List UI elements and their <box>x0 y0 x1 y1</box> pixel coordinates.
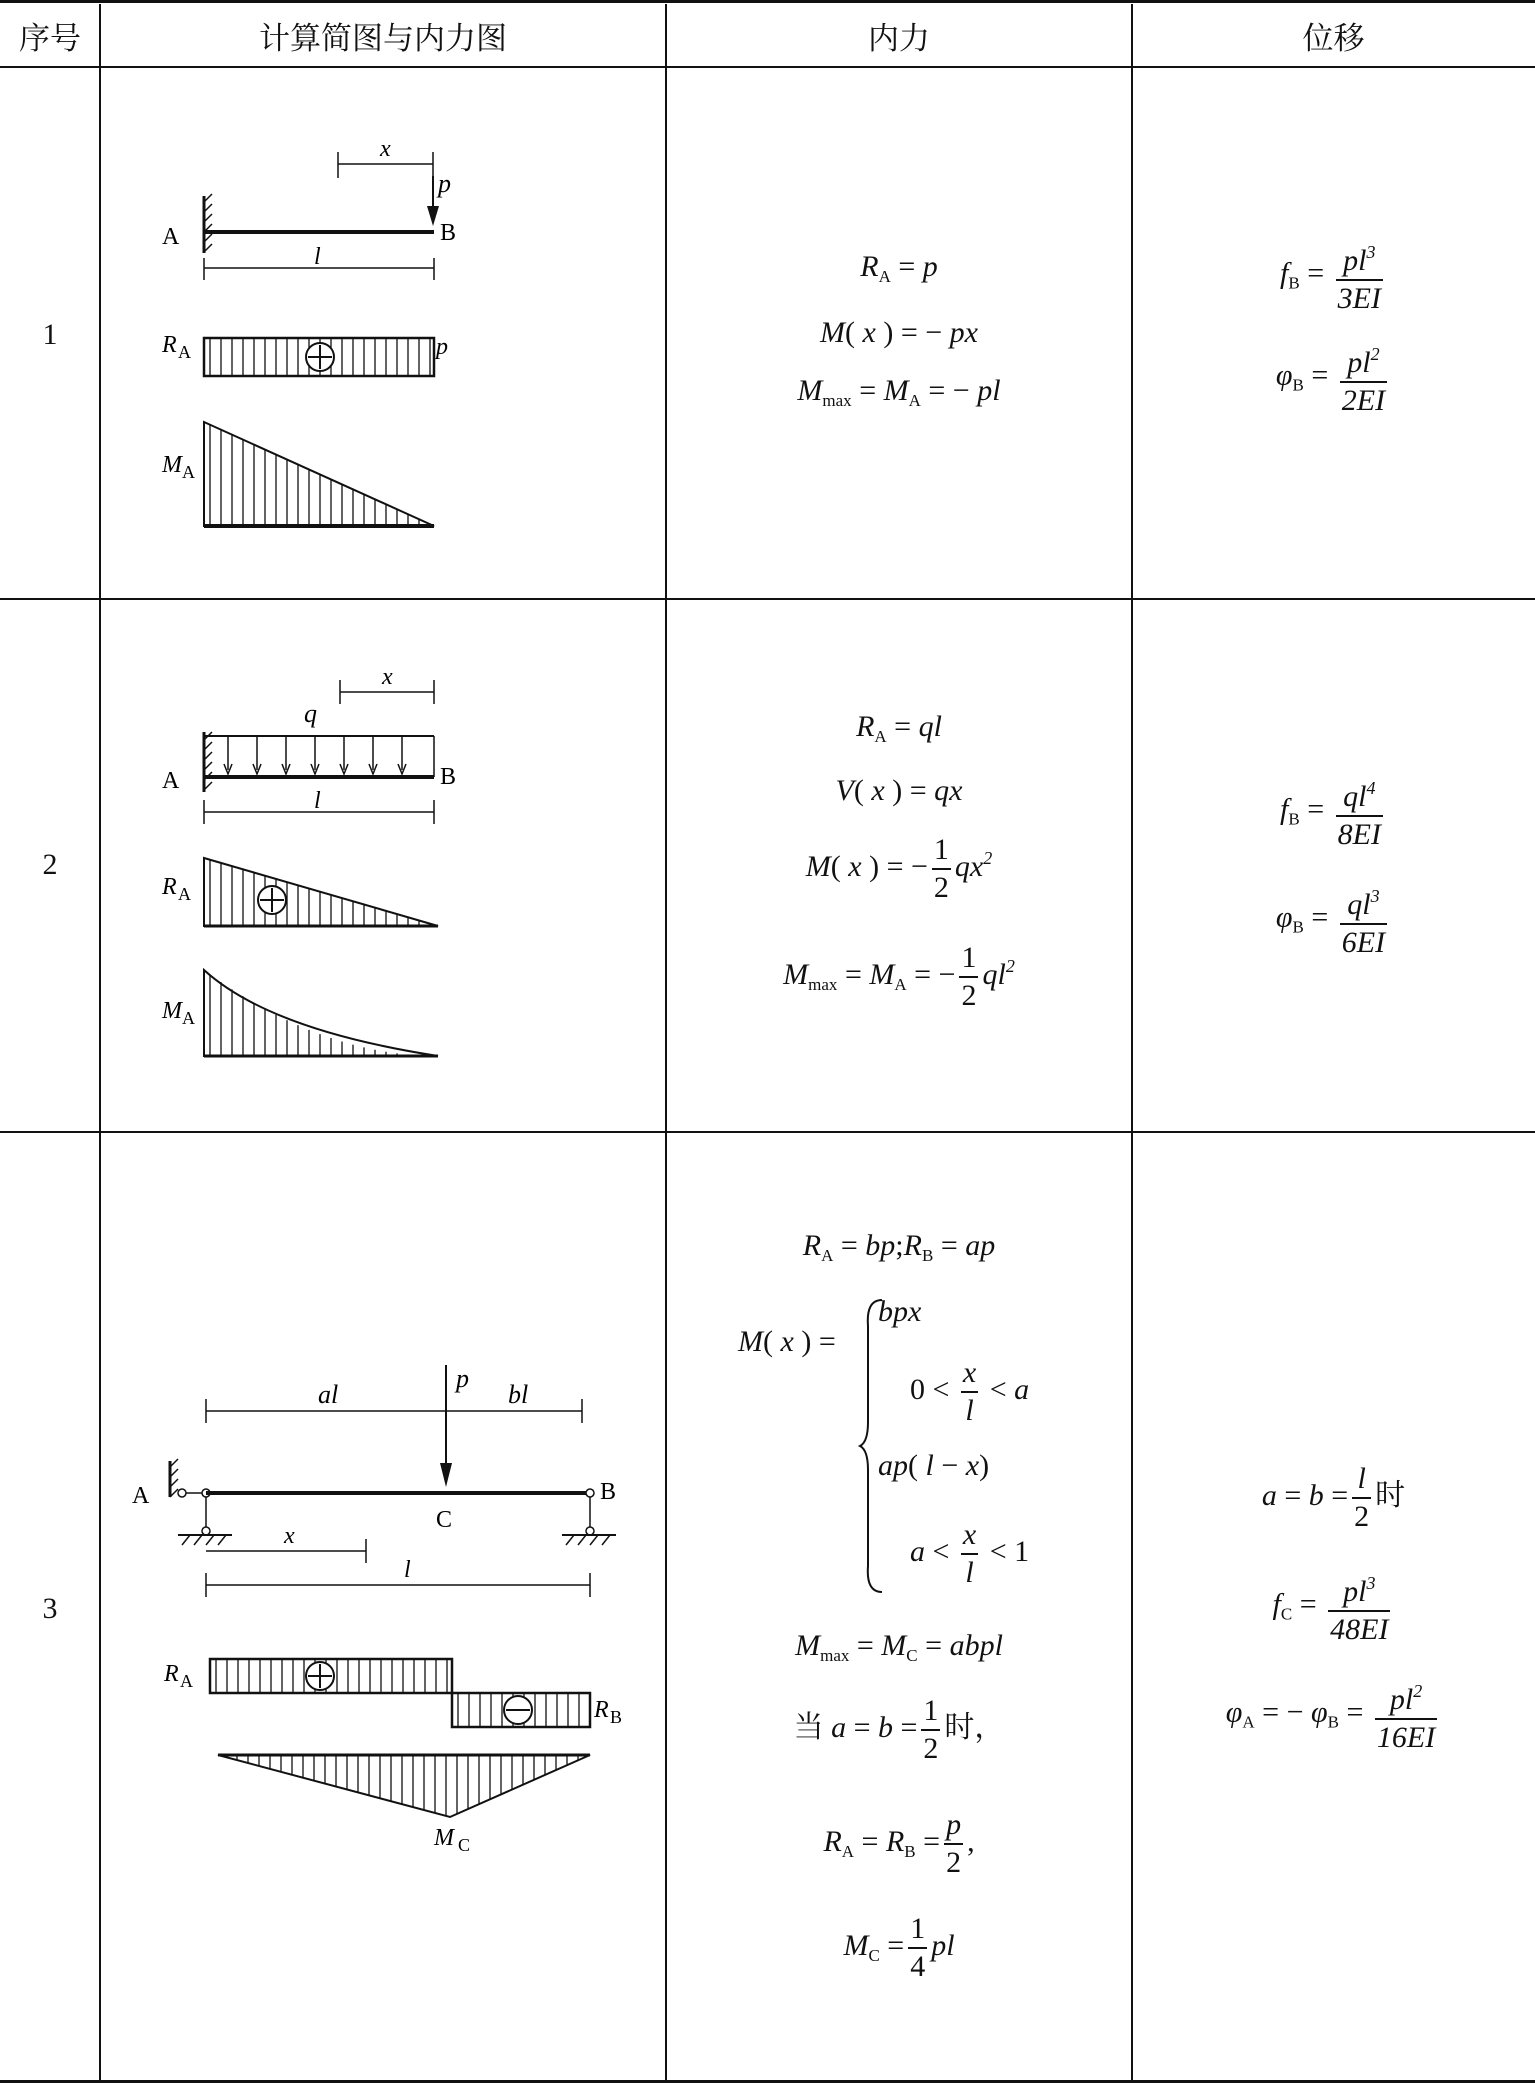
label-RA-sub: A <box>178 342 191 362</box>
formula-RA: $R_A$ = ql <box>856 710 942 746</box>
row-index-3: 3 <box>42 1592 58 1625</box>
label-MA: M <box>162 452 182 478</box>
label-bl: bl <box>508 1380 529 1409</box>
formula-cond1: 0 < $\frac{x}{l}$ < a <box>910 1356 1030 1427</box>
label-A: A <box>132 1483 150 1509</box>
label-p: p <box>438 169 451 198</box>
formula-condition: a = b = $\frac{l}{2}$ 时 <box>1261 1462 1406 1533</box>
formula-Mmax: $M_{max} = M_A$ = − pl <box>797 374 1001 410</box>
label-p-end: p <box>436 334 448 360</box>
formula-case2: ap( l − x) <box>878 1449 990 1482</box>
formula-when-ab: 当 a = b = $\frac{1}{2}$ 时， <box>793 1694 1005 1765</box>
header-diagram: 计算简图与内力图 <box>259 20 507 57</box>
formula-phiB: $\varphi_B$ = $\frac{ql^3}{6EI}$ <box>1132 878 1535 961</box>
header-force: 内力 <box>868 20 930 57</box>
label-x: x <box>380 136 391 162</box>
label-l: l <box>314 788 321 814</box>
label-RA-sub: A <box>178 884 191 904</box>
label-x: x <box>382 664 393 690</box>
row1-force-cell <box>666 68 1132 598</box>
label-x: x <box>284 1523 295 1549</box>
row3-diagram <box>100 1133 665 2079</box>
label-RA: R <box>162 874 177 900</box>
formula-Mx: M( x ) = − px <box>820 316 978 349</box>
row3-disp-cell <box>1132 1133 1535 2080</box>
row2-force-cell <box>666 600 1132 1131</box>
shear-diagram <box>204 858 438 926</box>
label-RB: R <box>594 1697 609 1723</box>
table-top-rule <box>0 0 1535 3</box>
label-MA: M <box>162 998 182 1024</box>
moment-diagram <box>204 970 438 1056</box>
formula-Mx-label: M( x ) = <box>738 1325 836 1358</box>
row1-diagram <box>100 68 665 598</box>
label-l: l <box>314 244 321 270</box>
label-RA: R <box>162 332 177 358</box>
row-index-2: 2 <box>42 848 58 881</box>
label-RB-sub: B <box>610 1707 623 1727</box>
row-index-1: 1 <box>42 318 58 351</box>
label-B: B <box>600 1479 617 1505</box>
formula-Mmax: $M_{max} = M_C$ = abpl <box>795 1629 1003 1665</box>
label-B: B <box>440 764 457 790</box>
label-MC: M <box>434 1825 454 1851</box>
formula-case1: bpx <box>878 1295 922 1328</box>
moment-diagram <box>204 422 434 526</box>
label-l: l <box>404 1557 411 1583</box>
label-MA-sub: A <box>182 462 195 482</box>
label-A: A <box>162 224 180 250</box>
row2-disp-cell <box>1132 600 1535 1131</box>
header-displacement: 位移 <box>1302 20 1365 57</box>
label-when: 时 <box>1375 1478 1406 1512</box>
label-p: p <box>456 1364 469 1393</box>
formula-RA-eq-RB: $R_A = R_B$ = $\frac{p}{2}$ , <box>823 1808 975 1879</box>
label-al: al <box>318 1380 339 1409</box>
label-comma: ， <box>974 1710 1005 1744</box>
header-index: 序号 <box>19 20 81 57</box>
label-MA-sub: A <box>182 1008 195 1028</box>
formula-MC: $M_C$ = $\frac{1}{4}$ pl <box>843 1912 955 1983</box>
label-MC-sub: C <box>458 1835 471 1855</box>
table-bottom-rule <box>0 2080 1535 2083</box>
row1-disp-cell <box>1132 68 1535 598</box>
formula-Mx: M( x ) = − $\frac{1}{2}$ $qx^2$ <box>805 833 993 904</box>
label-B: B <box>440 220 457 246</box>
label-q: q <box>304 699 317 728</box>
brace-icon <box>856 1296 886 1596</box>
formula-cond2: a < $\frac{x}{l}$ < 1 <box>910 1518 1030 1589</box>
label-RA: R <box>164 1661 179 1687</box>
label-C: C <box>436 1507 453 1533</box>
row3-force-cell <box>666 1133 1132 2080</box>
label-RA-sub: A <box>180 1671 193 1691</box>
formula-phiA: $\varphi_A$ = − $\varphi_B$ = $\frac{pl^2}{16EI}$ <box>1132 1673 1535 1756</box>
formula-fB: $f_B$ = $\frac{pl^3}{3EI}$ <box>1132 234 1535 317</box>
formula-fB: $f_B$ = $\frac{ql^4}{8EI}$ <box>1132 770 1535 853</box>
formula-Vx: V( x ) = qx <box>835 774 963 807</box>
label-when: 时 <box>944 1710 975 1744</box>
formula-RA-RB: $R_A$ = $bp;R_B$ = ap <box>802 1229 996 1265</box>
formula-phiB: $\varphi_B$ = $\frac{pl^2}{2EI}$ <box>1132 336 1535 419</box>
label-dang: 当 <box>793 1710 824 1744</box>
formula-Mmax: $M_{max} = M_A$ = − $\frac{1}{2}$ $ql^2$ <box>783 941 1015 1012</box>
label-A: A <box>162 768 180 794</box>
row2-diagram <box>100 600 665 1130</box>
formula-fC: $f_C$ = $\frac{pl^3}{48EI}$ <box>1132 1565 1535 1648</box>
formula-RA: $R_A = p$ <box>860 250 938 286</box>
